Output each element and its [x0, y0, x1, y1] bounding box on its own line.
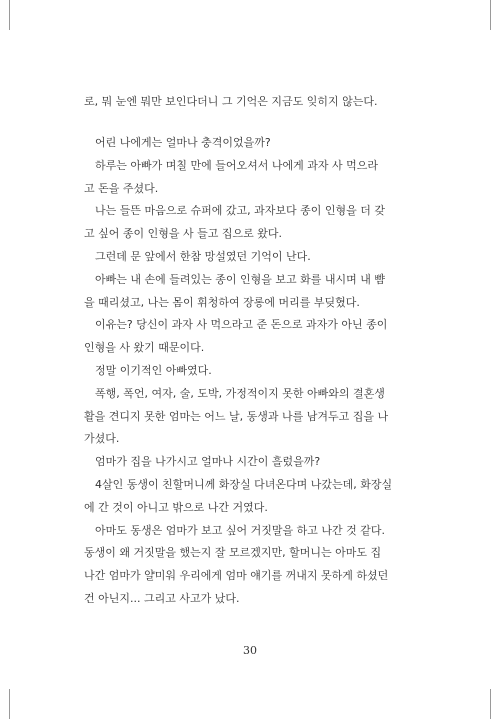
text-line: 폭행, 폭언, 여자, 술, 도박, 가정적이지 못한 아빠와의 결혼생: [95, 386, 385, 400]
text-line: 활을 견디지 못한 엄마는 어느 날, 동생과 나를 남겨두고 집을 나: [84, 409, 389, 423]
text-line: 동생이 왜 거짓말을 했는지 잘 모르겠지만, 할머니는 아마도 집: [84, 546, 382, 560]
text-line: 정말 이기적인 아빠였다.: [95, 363, 212, 377]
text-line: 아마도 동생은 엄마가 보고 싶어 거짓말을 하고 나간 것 같다.: [95, 523, 385, 537]
page-number: 30: [243, 644, 257, 657]
text-line: 하루는 아빠가 며칠 만에 들어오셔서 나에게 과자 사 먹으라: [95, 158, 378, 172]
text-line: 가셨다.: [84, 432, 120, 446]
text-line: 나간 엄마가 얄미워 우리에게 엄마 얘기를 꺼내지 못하게 하셨던: [84, 569, 389, 583]
text-line: 엄마가 집을 나가시고 얼마나 시간이 흘렀을까?: [95, 455, 321, 469]
text-line: 건 아닌지... 그리고 사고가 났다.: [84, 591, 240, 605]
text-line: 인형을 사 왔기 때문이다.: [84, 341, 205, 355]
crop-mark-bottom-left: [9, 689, 10, 719]
text-line: 고 싶어 종이 인형을 사 들고 집으로 왔다.: [84, 227, 282, 241]
text-line: 고 돈을 주셨다.: [84, 181, 159, 195]
text-line: 나는 들뜬 마음으로 슈퍼에 갔고, 과자보다 종이 인형을 더 갖: [95, 204, 385, 218]
text-line: 을 때리셨고, 나는 몸이 휘청하여 장롱에 머리를 부딪혔다.: [84, 295, 360, 309]
text-line: 어린 나에게는 얼마나 충격이었을까?: [95, 136, 271, 149]
text-line: 에 간 것이 아니고 밖으로 나간 거였다.: [84, 500, 268, 514]
text-line: 이유는? 당신이 과자 사 먹으라고 준 돈으로 과자가 아닌 종이: [95, 318, 388, 332]
crop-mark-top-left: [9, 0, 10, 30]
body-text: [84, 132, 416, 611]
crop-mark-top-right: [490, 0, 491, 30]
text-line: 4살인 동생이 친할머니께 화장실 다녀온다며 나갔는데, 화장실: [95, 477, 393, 491]
text-line: 그런데 문 앞에서 한참 망설였던 기억이 난다.: [95, 249, 311, 263]
crop-mark-bottom-right: [490, 689, 491, 719]
continuation-line: 로, 뭐 눈엔 뭐만 보인다더니 그 기억은 지금도 잊히지 않는다.: [84, 95, 378, 108]
text-line: 아빠는 내 손에 들려있는 종이 인형을 보고 화를 내시며 내 뺨: [95, 272, 385, 286]
